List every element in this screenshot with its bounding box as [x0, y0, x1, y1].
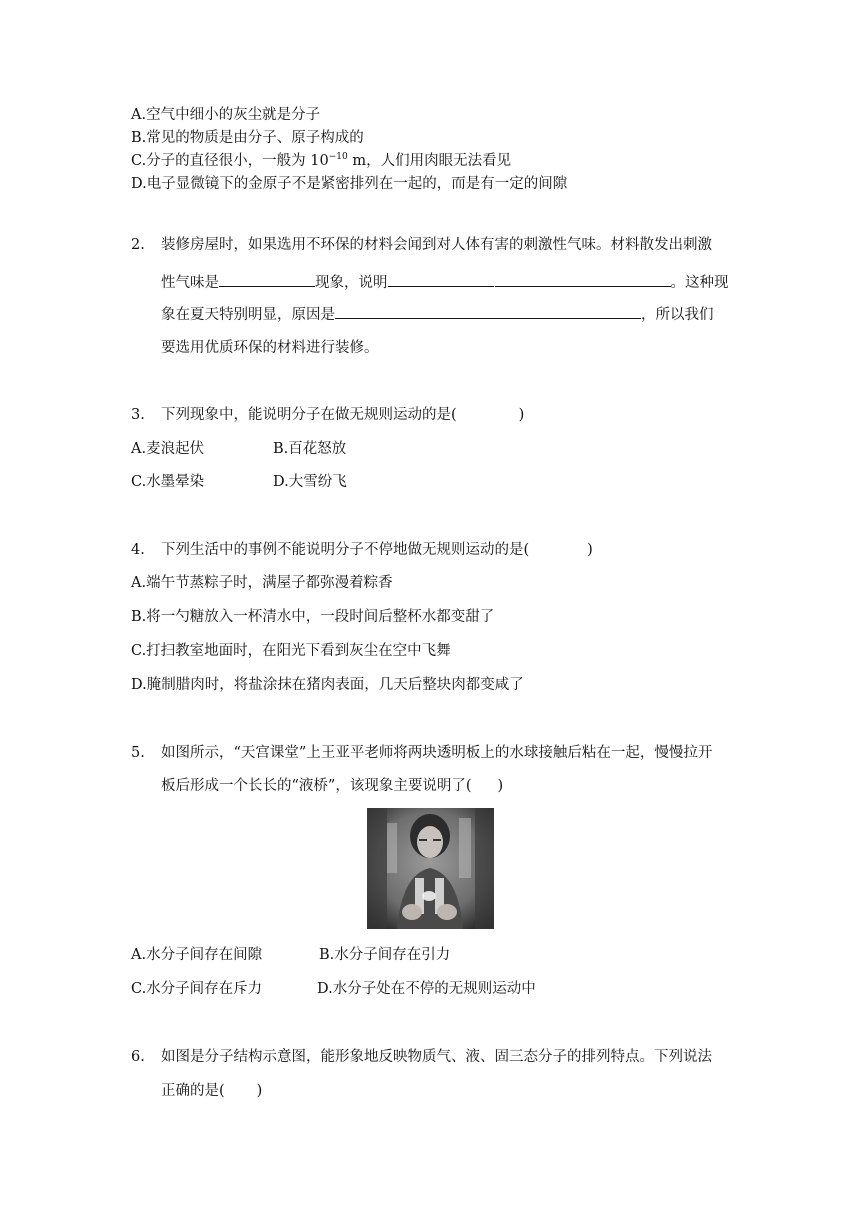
q1-option-c-text: C.分子的直径很小，一般为 10 — [131, 153, 329, 169]
q2-line2-text-a: 性气味是 — [161, 275, 219, 291]
q5-option-c: C.水分子间存在斥力 — [131, 981, 263, 997]
q3-option-d: D.大雪纷飞 — [273, 474, 347, 490]
q3-number: 3. — [131, 407, 145, 423]
q4-option-a: A.端午节蒸粽子时，满屋子都弥漫着粽香 — [131, 575, 393, 591]
q4-number: 4. — [131, 542, 145, 558]
q3-close-paren: ) — [518, 407, 525, 423]
q4-stem — [161, 540, 593, 560]
q3-option-c: C.水墨晕染 — [131, 474, 205, 490]
q6-close-paren: ) — [256, 1083, 263, 1099]
q2-line2 — [161, 271, 729, 293]
q5-number: 5. — [131, 745, 145, 761]
q2-blank-3[interactable] — [335, 303, 641, 319]
q1-option-a: A.空气中细小的灰尘就是分子 — [131, 107, 321, 123]
q2-blank-2a[interactable] — [388, 271, 494, 287]
q3-stem — [161, 405, 524, 425]
q4-option-b: B.将一勺糖放入一杯清水中，一段时间后整杯水都变甜了 — [131, 609, 495, 625]
q5-option-d: D.水分子处在不停的无规则运动中 — [317, 981, 536, 997]
q5-close-paren: ) — [497, 778, 504, 794]
q2-line2-text-c: 。这种现 — [670, 275, 729, 291]
liquid-bridge-photo-drawing — [367, 808, 494, 929]
q3-stem-text: 下列现象中，能说明分子在做无规则运动的是( — [161, 407, 457, 423]
q1-option-c — [131, 151, 511, 171]
q1-option-b: B.常见的物质是由分子、原子构成的 — [131, 130, 364, 146]
q6-number: 6. — [131, 1049, 145, 1065]
q1-option-c-exponent: −10 — [328, 152, 348, 162]
q4-option-d: D.腌制腊肉时，将盐涂抹在猪肉表面，几天后整块肉都变咸了 — [131, 677, 524, 693]
q2-number: 2. — [131, 237, 145, 253]
q2-line3 — [161, 303, 714, 325]
q2-blank-2b[interactable] — [495, 271, 671, 287]
q6-line1: 如图是分子结构示意图，能形象地反映物质气、液、固三态分子的排列特点。下列说法 — [161, 1049, 712, 1065]
q5-option-b: B.水分子间存在引力 — [319, 947, 451, 963]
q1-option-c-text-end: m，人们用肉眼无法看见 — [347, 153, 512, 169]
q5-line1: 如图所示，“天宫课堂”上王亚平老师将两块透明板上的水球接触后粘在一起，慢慢拉开 — [161, 745, 713, 761]
q4-close-paren: ) — [587, 542, 593, 558]
q2-line1: 装修房屋时，如果选用不环保的材料会闻到对人体有害的刺激性气味。材料散发出刺激 — [161, 237, 712, 253]
liquid-bridge-photo — [367, 808, 494, 929]
q3-option-a: A.麦浪起伏 — [131, 441, 205, 457]
q3-option-b: B.百花怒放 — [273, 441, 347, 457]
q1-option-d: D.电子显微镜下的金原子不是紧密排列在一起的，而是有一定的间隙 — [131, 176, 568, 192]
q4-option-c: C.打扫教室地面时，在阳光下看到灰尘在空中飞舞 — [131, 643, 451, 659]
q6-line2 — [161, 1081, 262, 1101]
q5-option-a: A.水分子间存在间隙 — [131, 947, 263, 963]
q2-line4: 要选用优质环保的材料进行装修。 — [161, 340, 379, 356]
q4-stem-text: 下列生活中的事例不能说明分子不停地做无规则运动的是( — [161, 542, 530, 558]
q2-line3-text-b: ，所以我们 — [641, 307, 714, 323]
q5-line2-text: 板后形成一个长长的“液桥”，该现象主要说明了( — [161, 778, 472, 794]
q6-line2-text: 正确的是( — [161, 1083, 225, 1099]
q2-line3-text-a: 象在夏天特别明显，原因是 — [161, 307, 335, 323]
q2-blank-1[interactable] — [219, 271, 315, 287]
q5-line2 — [161, 776, 503, 796]
q2-line2-text-b: 现象，说明 — [315, 275, 388, 291]
